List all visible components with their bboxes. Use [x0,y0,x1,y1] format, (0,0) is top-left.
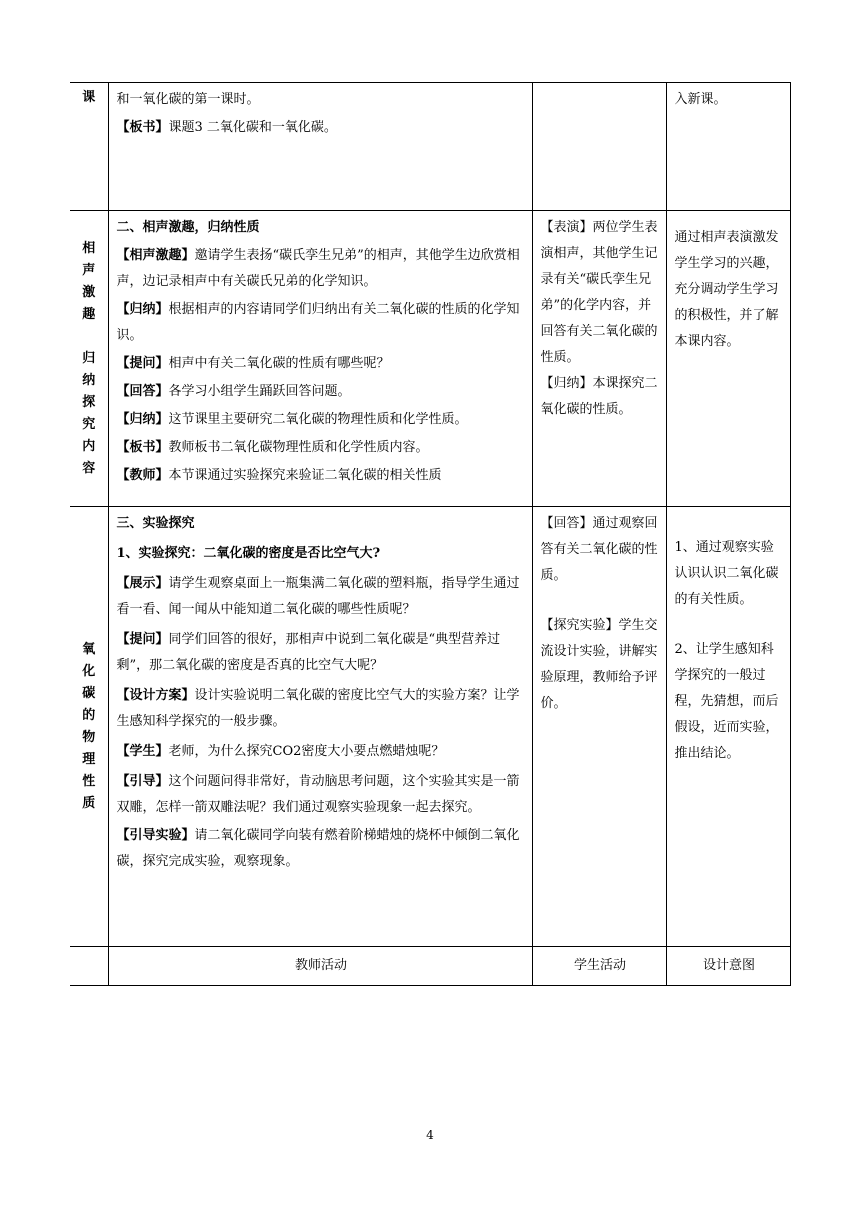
teacher-line: 【教师】本节课通过实验探究来验证二氧化碳的相关性质 [116,468,442,483]
teacher-activity-cell [108,507,532,947]
column-header-design: 设计意图 [666,947,790,986]
student-text: 【回答】通过观察回答有关二氧化碳的性质。 [540,516,658,583]
teacher-line: 【展示】请学生观察桌面上一瓶集满二氧化碳的塑料瓶，指导学生通过看一看、闻一闻从中能知道二氧化碳的哪些性质呢？ [116,576,520,617]
design-text: 1、通过观察实验认识认识二氧化碳的有关性质。 [674,540,779,607]
table-row [70,507,790,947]
teacher-line: 【归纳】根据相声的内容请同学们归纳出有关二氧化碳的性质的化学知识。 [116,302,520,343]
stage-cell [70,947,108,986]
design-text: 入新课。 [674,92,727,107]
student-activity-cell [532,83,666,211]
teacher-line: 【回答】各学习小组学生踊跃回答问题。 [116,384,351,399]
teacher-line: 【学生】老师，为什么探究CO2密度大小要点燃蜡烛呢？ [116,744,445,759]
teacher-line-text: 和一氧化碳的第一课时。 [116,92,260,107]
stage-label: 相声激趣 [82,240,96,322]
teacher-line [117,87,526,113]
teacher-line: 【相声激趣】邀请学生表扬“碳氏孪生兄弟”的相声，其他学生边欣赏相声，边记录相声中有关碳氏兄弟的化学知识。 [116,248,520,289]
teacher-line-tag: 【板书】 [116,120,169,135]
lesson-plan-table [70,82,791,986]
student-text: 【归纳】本课探究二氧化碳的性质。 [540,376,658,417]
section-heading: 三、实验探究 [116,516,195,531]
section-heading: 二、相声激趣，归纳性质 [116,220,260,235]
page-number: 4 [426,1128,434,1142]
teacher-line: 【归纳】这节课里主要研究二氧化碳的物理性质和化学性质。 [116,412,468,427]
stage-label: 归纳探究内容 [82,350,96,476]
student-activity-cell [532,211,666,507]
column-header-student: 学生活动 [532,947,666,986]
teacher-line [117,115,526,141]
design-text: 通过相声表演激发学生学习的兴趣，充分调动学生学习的积极性，并了解本课内容。 [674,230,779,349]
teacher-line-text: 课题3 二氧化碳和一氧化碳。 [168,120,337,135]
teacher-line: 【板书】教师板书二氧化碳物理性质和化学性质内容。 [116,440,429,455]
stage-cell [70,211,108,507]
teacher-line: 【提问】同学们回答的很好，那相声中说到二氧化碳是“典型营养过剩”，那二氧化碳的密度是否真的比空气大呢？ [116,632,501,673]
teacher-line: 【引导】这个问题问得非常好，肯动脑思考问题，这个实验其实是一箭双雕，怎样一箭双雕法呢？我们通过观察实验现象一起去探究。 [116,774,520,815]
teacher-activity-cell [108,83,532,211]
student-activity-cell [532,507,666,947]
teacher-line: 【设计方案】设计实验说明二氧化碳的密度比空气大的实验方案？让学生感知科学探究的一般步骤。 [116,688,520,729]
teacher-activity-cell [108,211,532,507]
section-subheading: 1、实验探究：二氧化碳的密度是否比空气大? [116,546,381,561]
column-header-row [70,947,790,986]
student-text: 【表演】两位学生表演相声，其他学生记录有关“碳氏孪生兄弟”的化学内容，并回答有关二氧化碳的性质。 [540,220,658,365]
teacher-line: 【提问】相声中有关二氧化碳的性质有哪些呢？ [116,356,390,371]
design-text: 2、让学生感知科学探究的一般过程，先猜想，而后假设，近而实验，推出结论。 [674,642,779,761]
stage-label: 氧化碳的物理性质 [82,641,96,811]
design-intent-cell [666,211,790,507]
table-row [70,83,790,211]
student-text: 【探究实验】学生交流设计实验，讲解实验原理，教师给予评价。 [540,618,658,711]
table-row [70,211,790,507]
design-intent-cell [666,83,790,211]
column-header-teacher: 教师活动 [108,947,532,986]
stage-cell [70,507,108,947]
design-intent-cell [666,507,790,947]
stage-label: 课 [82,90,96,105]
stage-cell [70,83,108,211]
teacher-line: 【引导实验】请二氧化碳同学向装有燃着阶梯蜡烛的烧杯中倾倒二氧化碳，探究完成实验，观察现象。 [116,828,520,869]
